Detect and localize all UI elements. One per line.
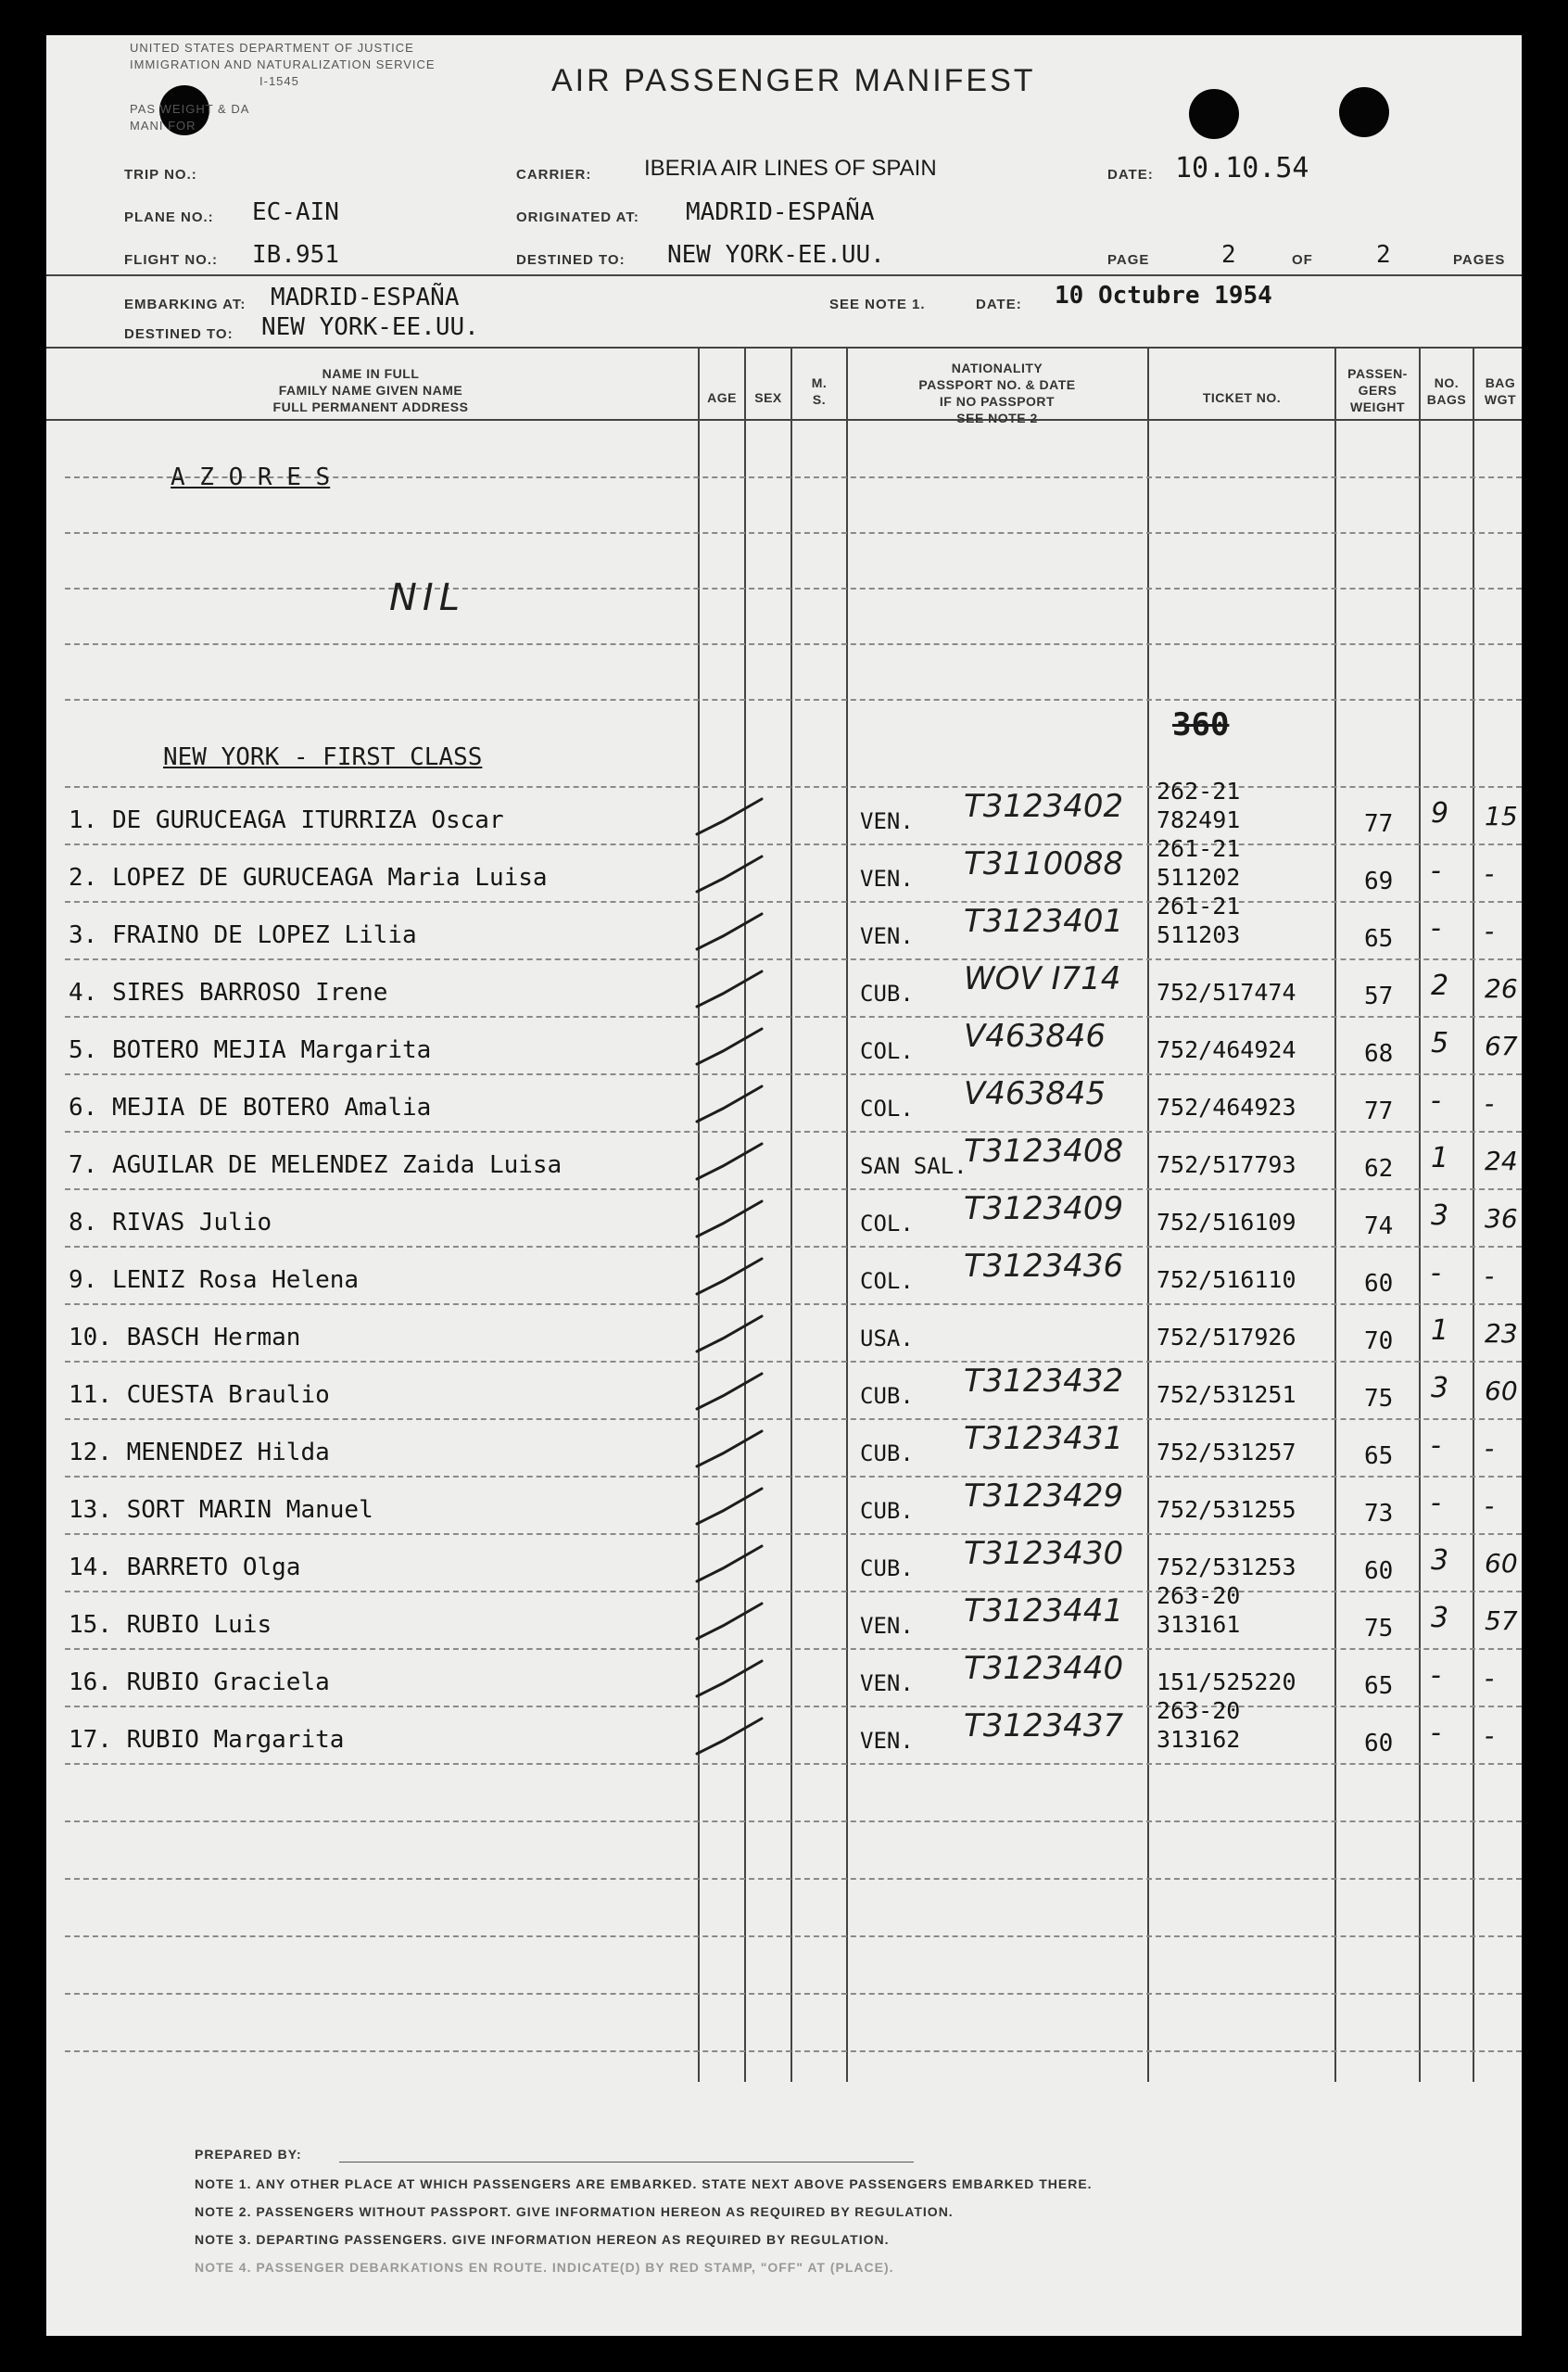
- ruled-line: [65, 532, 1522, 534]
- nationality: VEN.: [860, 1670, 914, 1696]
- ruled-line: [65, 1763, 1522, 1765]
- col-head-weight: PASSEN- GERS WEIGHT: [1347, 366, 1408, 414]
- check-mark-icon: [688, 1366, 771, 1416]
- header-rule: [46, 274, 1522, 276]
- bag-weight: 67: [1485, 1031, 1518, 1061]
- flight-value: IB.951: [252, 241, 339, 269]
- passenger-row: [46, 1533, 1522, 1591]
- bag-count: 3: [1431, 1199, 1449, 1232]
- carrier-value: IBERIA AIR LINES OF SPAIN: [644, 156, 937, 181]
- bag-weight: 36: [1485, 1203, 1518, 1234]
- passport-number: T3123437: [964, 1707, 1124, 1744]
- embarking-label: EMBARKING AT:: [124, 297, 247, 312]
- nationality: VEN.: [860, 923, 914, 949]
- bag-weight: -: [1485, 1088, 1495, 1119]
- ticket-prefix: 263-20: [1157, 1582, 1241, 1609]
- punch-hole-right: [1339, 87, 1389, 137]
- bag-count: -: [1431, 1085, 1441, 1117]
- nationality: VEN.: [860, 866, 914, 892]
- passenger-name: 14. BARRETO Olga: [69, 1554, 301, 1581]
- passenger-name: 16. RUBIO Graciela: [69, 1668, 330, 1696]
- section-first-class: NEW YORK - FIRST CLASS: [163, 743, 483, 771]
- ruled-line: [65, 588, 1522, 590]
- passport-number: T3123409: [964, 1190, 1124, 1227]
- date-value: 10.10.54: [1175, 152, 1309, 184]
- passenger-weight: 74: [1364, 1212, 1394, 1240]
- section-nil: NIL: [389, 577, 466, 619]
- bag-count: -: [1431, 912, 1441, 945]
- col-head-age: AGE: [707, 390, 737, 405]
- ticket-number: 511202: [1157, 864, 1241, 891]
- check-mark-icon: [688, 792, 771, 842]
- nationality: CUB.: [860, 1383, 914, 1409]
- note-4: NOTE 4. PASSENGER DEBARKATIONS EN ROUTE. INDICATE(D) BY RED STAMP, "OFF" AT (PLACE).: [195, 2260, 894, 2275]
- passenger-weight: 65: [1364, 925, 1394, 953]
- bag-count: -: [1431, 1429, 1441, 1462]
- carrier-label: CARRIER:: [516, 167, 592, 183]
- passenger-row: [46, 835, 1522, 901]
- check-mark-icon: [688, 1481, 771, 1531]
- passenger-weight: 68: [1364, 1040, 1394, 1068]
- passenger-weight: 65: [1364, 1672, 1394, 1700]
- ticket-number: 752/516110: [1157, 1266, 1296, 1293]
- nationality: CUB.: [860, 1440, 914, 1466]
- date2-label: DATE:: [976, 297, 1022, 312]
- ruled-line: [65, 1820, 1522, 1822]
- passenger-weight: 60: [1364, 1557, 1394, 1585]
- passenger-weight: 60: [1364, 1730, 1394, 1757]
- passenger-weight: 73: [1364, 1500, 1394, 1528]
- check-mark-icon: [688, 1194, 771, 1244]
- ticket-number: 752/517793: [1157, 1151, 1296, 1178]
- passport-number: V463846: [964, 1018, 1106, 1055]
- check-mark-icon: [688, 1251, 771, 1301]
- passport-number: V463845: [964, 1075, 1106, 1112]
- bag-weight: -: [1485, 1490, 1495, 1521]
- bag-weight: 23: [1485, 1318, 1518, 1349]
- agency-line-4: MANI FOR: [130, 119, 196, 133]
- page-label: PAGE: [1107, 252, 1150, 268]
- section-total: 360: [1172, 706, 1230, 743]
- passenger-weight: 65: [1364, 1442, 1394, 1470]
- ticket-number: 313161: [1157, 1611, 1241, 1638]
- bag-count: -: [1431, 1257, 1441, 1289]
- bag-count: 3: [1431, 1372, 1449, 1404]
- passenger-name: 15. RUBIO Luis: [69, 1611, 272, 1639]
- bag-count: -: [1431, 1487, 1441, 1519]
- nationality: CUB.: [860, 1555, 914, 1581]
- passenger-name: 11. CUESTA Braulio: [69, 1381, 330, 1409]
- ticket-number: 752/464923: [1157, 1094, 1296, 1121]
- passport-number: T3123432: [964, 1363, 1124, 1400]
- passenger-name: 2. LOPEZ DE GURUCEAGA Maria Luisa: [69, 864, 548, 892]
- passenger-row: [46, 1476, 1522, 1533]
- passport-number: T3123430: [964, 1535, 1124, 1572]
- nationality: CUB.: [860, 1498, 914, 1524]
- check-mark-icon: [688, 849, 771, 899]
- agency-line-1: UNITED STATES DEPARTMENT OF JUSTICE: [130, 41, 414, 55]
- passenger-row: [46, 1648, 1522, 1706]
- passenger-weight: 75: [1364, 1385, 1394, 1413]
- passport-number: WOV I714: [964, 960, 1121, 997]
- passport-number: T3110088: [964, 845, 1124, 882]
- passenger-row: [46, 1188, 1522, 1246]
- ruled-line: [65, 1993, 1522, 1995]
- passenger-row: [46, 1073, 1522, 1131]
- passenger-row: [46, 1361, 1522, 1418]
- ruled-line: [65, 699, 1522, 701]
- prepared-by-label: PREPARED BY:: [195, 2147, 302, 2162]
- passenger-weight: 77: [1364, 1097, 1394, 1125]
- ticket-number: 752/516109: [1157, 1209, 1296, 1236]
- passenger-row: [46, 1131, 1522, 1188]
- nationality: VEN.: [860, 808, 914, 834]
- destined-label: DESTINED TO:: [516, 252, 626, 268]
- check-mark-icon: [688, 964, 771, 1014]
- passenger-name: 6. MEJIA DE BOTERO Amalia: [69, 1094, 432, 1122]
- bag-count: 5: [1431, 1027, 1449, 1059]
- check-mark-icon: [688, 907, 771, 957]
- col-head-ticket: TICKET NO.: [1202, 390, 1282, 405]
- nationality: COL.: [860, 1096, 914, 1122]
- passenger-weight: 77: [1364, 810, 1394, 838]
- nationality: COL.: [860, 1038, 914, 1064]
- check-mark-icon: [688, 1136, 771, 1186]
- bag-weight: 15: [1485, 801, 1518, 831]
- ruled-line: [65, 643, 1522, 645]
- passport-number: T3123401: [964, 903, 1124, 940]
- check-mark-icon: [688, 1711, 771, 1761]
- passenger-name: 10. BASCH Herman: [69, 1324, 301, 1351]
- passenger-row: [46, 958, 1522, 1016]
- check-mark-icon: [688, 1309, 771, 1359]
- ticket-prefix: 263-20: [1157, 1697, 1241, 1724]
- nationality: VEN.: [860, 1728, 914, 1754]
- manifest-sheet: [46, 35, 1522, 2336]
- bag-count: 1: [1431, 1314, 1449, 1347]
- ruled-line: [65, 2050, 1522, 2052]
- destined-value: NEW YORK-EE.UU.: [667, 241, 885, 269]
- table-head-rule: [46, 419, 1522, 421]
- agency-line-3: PAS WEIGHT & DA: [130, 102, 250, 116]
- passenger-name: 17. RUBIO Margarita: [69, 1726, 345, 1754]
- passenger-name: 8. RIVAS Julio: [69, 1209, 272, 1237]
- passenger-name: 13. SORT MARIN Manuel: [69, 1496, 373, 1524]
- passenger-weight: 57: [1364, 983, 1394, 1010]
- ticket-number: 511203: [1157, 921, 1241, 948]
- bag-count: -: [1431, 1717, 1441, 1749]
- ruled-line: [65, 1878, 1522, 1880]
- embarking-value: MADRID-ESPAÑA: [271, 284, 460, 311]
- bag-weight: -: [1485, 1261, 1495, 1291]
- col-head-name: NAME IN FULL FAMILY NAME GIVEN NAME FULL PERMANENT ADDRESS: [272, 366, 469, 414]
- bag-weight: -: [1485, 858, 1495, 889]
- passport-number: T3123408: [964, 1133, 1124, 1170]
- nationality: USA.: [860, 1326, 914, 1351]
- passenger-row: [46, 1303, 1522, 1361]
- ticket-number: 752/531253: [1157, 1554, 1296, 1580]
- destined2-label: DESTINED TO:: [124, 326, 234, 342]
- destined2-value: NEW YORK-EE.UU.: [261, 313, 479, 341]
- bag-count: 2: [1431, 970, 1449, 1002]
- ticket-number: 752/531251: [1157, 1381, 1296, 1408]
- bag-count: 9: [1431, 797, 1449, 830]
- check-mark-icon: [688, 1424, 771, 1474]
- bag-weight: 60: [1485, 1376, 1518, 1406]
- ticket-prefix: 261-21: [1157, 835, 1241, 862]
- nationality: VEN.: [860, 1613, 914, 1639]
- bag-weight: 24: [1485, 1146, 1518, 1176]
- passenger-name: 5. BOTERO MEJIA Margarita: [69, 1036, 432, 1064]
- passport-number: T3123436: [964, 1248, 1124, 1285]
- passport-number: T3123441: [964, 1592, 1124, 1630]
- form-number: I-1545: [259, 74, 299, 88]
- nationality: COL.: [860, 1268, 914, 1294]
- passenger-row: [46, 1418, 1522, 1476]
- page-value: 2: [1221, 241, 1236, 269]
- nationality: SAN SAL.: [860, 1153, 967, 1179]
- ticket-number: 752/517474: [1157, 979, 1296, 1006]
- flight-label: FLIGHT NO.:: [124, 252, 218, 268]
- section-azores: A Z O R E S: [171, 463, 331, 491]
- passenger-name: 7. AGUILAR DE MELENDEZ Zaida Luisa: [69, 1151, 563, 1179]
- passenger-row: [46, 1246, 1522, 1303]
- passport-number: T3123431: [964, 1420, 1124, 1457]
- check-mark-icon: [688, 1079, 771, 1129]
- plane-value: EC-AIN: [252, 198, 339, 226]
- passenger-weight: 60: [1364, 1270, 1394, 1298]
- ticket-number: 313162: [1157, 1726, 1241, 1753]
- ticket-number: 782491: [1157, 806, 1241, 833]
- bag-count: 3: [1431, 1544, 1449, 1577]
- passenger-row: [46, 1016, 1522, 1073]
- passport-number: T3123429: [964, 1478, 1124, 1515]
- nationality: CUB.: [860, 981, 914, 1007]
- passenger-name: 12. MENENDEZ Hilda: [69, 1439, 330, 1466]
- ticket-number: 752/464924: [1157, 1036, 1296, 1063]
- passenger-weight: 70: [1364, 1327, 1394, 1355]
- of-label: OF: [1292, 252, 1313, 268]
- date-label: DATE:: [1107, 167, 1154, 183]
- passenger-row: [46, 1697, 1522, 1763]
- nationality: COL.: [860, 1211, 914, 1237]
- col-head-bags: NO. BAGS: [1426, 375, 1467, 407]
- passenger-name: 9. LENIZ Rosa Helena: [69, 1266, 360, 1294]
- agency-line-2: IMMIGRATION AND NATURALIZATION SERVICE: [130, 57, 436, 71]
- passenger-weight: 69: [1364, 868, 1394, 895]
- page-title: AIR PASSENGER MANIFEST: [551, 63, 1036, 98]
- trip-label: TRIP NO.:: [124, 167, 197, 183]
- bag-count: 1: [1431, 1142, 1449, 1174]
- pages-label: PAGES: [1453, 252, 1506, 268]
- check-mark-icon: [688, 1596, 771, 1646]
- col-head-ms: M. S.: [811, 375, 828, 407]
- ticket-prefix: 262-21: [1157, 778, 1241, 805]
- col-head-nationality: NATIONALITY PASSPORT NO. & DATE IF NO PASSPORT SEE NOTE 2: [918, 361, 1076, 425]
- passenger-row: [46, 778, 1522, 844]
- bag-count: 3: [1431, 1602, 1449, 1634]
- bag-weight: -: [1485, 1663, 1495, 1693]
- check-mark-icon: [688, 1654, 771, 1704]
- passenger-name: 1. DE GURUCEAGA ITURRIZA Oscar: [69, 806, 504, 834]
- ticket-prefix: 261-21: [1157, 893, 1241, 920]
- date2-value: 10 Octubre 1954: [1055, 282, 1272, 310]
- passenger-weight: 62: [1364, 1155, 1394, 1183]
- passenger-weight: 75: [1364, 1615, 1394, 1643]
- passenger-name: 4. SIRES BARROSO Irene: [69, 979, 388, 1007]
- passenger-row: [46, 893, 1522, 958]
- see-note-label: SEE NOTE 1.: [829, 297, 926, 312]
- check-mark-icon: [688, 1021, 771, 1072]
- col-head-bagwt: BAG WGT: [1484, 375, 1517, 407]
- note-2: NOTE 2. PASSENGERS WITHOUT PASSPORT. GIVE INFORMATION HEREON AS REQUIRED BY REGULATION.: [195, 2204, 954, 2219]
- ticket-number: 752/531255: [1157, 1496, 1296, 1523]
- bag-count: -: [1431, 1659, 1441, 1692]
- originated-value: MADRID-ESPAÑA: [686, 198, 875, 226]
- ticket-number: 752/517926: [1157, 1324, 1296, 1351]
- bag-count: -: [1431, 855, 1441, 887]
- bag-weight: 26: [1485, 973, 1518, 1004]
- prepared-by-line: [339, 2162, 914, 2163]
- plane-label: PLANE NO.:: [124, 209, 214, 225]
- bag-weight: -: [1485, 1433, 1495, 1464]
- passport-number: T3123402: [964, 788, 1124, 825]
- check-mark-icon: [688, 1539, 771, 1589]
- bag-weight: -: [1485, 916, 1495, 946]
- passport-number: T3123440: [964, 1650, 1124, 1687]
- of-value: 2: [1376, 241, 1391, 269]
- ruled-line: [65, 1935, 1522, 1937]
- ticket-number: 151/525220: [1157, 1668, 1296, 1695]
- table-top-rule: [46, 347, 1522, 349]
- passenger-name: 3. FRAINO DE LOPEZ Lilia: [69, 921, 417, 949]
- bag-weight: 57: [1485, 1605, 1518, 1636]
- ticket-number: 752/531257: [1157, 1439, 1296, 1465]
- bag-weight: 60: [1485, 1548, 1518, 1579]
- originated-label: ORIGINATED AT:: [516, 209, 639, 225]
- passenger-row: [46, 1582, 1522, 1648]
- punch-hole-center: [1189, 89, 1239, 139]
- note-1: NOTE 1. ANY OTHER PLACE AT WHICH PASSENGERS ARE EMBARKED. STATE NEXT ABOVE PASSENGERS EMBARKED THERE.: [195, 2176, 1093, 2191]
- col-head-sex: SEX: [754, 390, 782, 405]
- note-3: NOTE 3. DEPARTING PASSENGERS. GIVE INFORMATION HEREON AS REQUIRED BY REGULATION.: [195, 2232, 890, 2247]
- bag-weight: -: [1485, 1720, 1495, 1751]
